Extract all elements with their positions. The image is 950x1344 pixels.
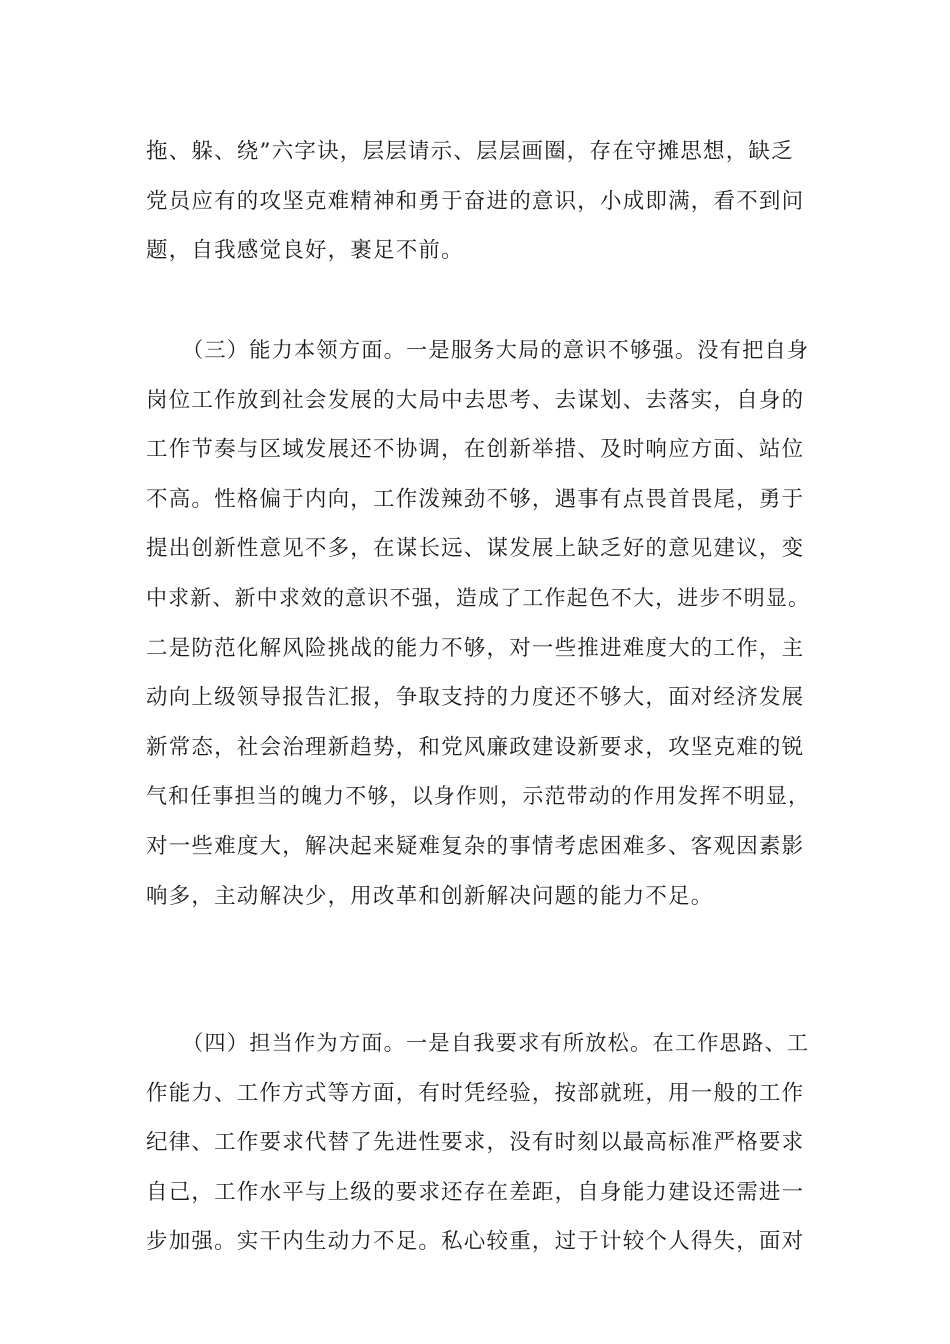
paragraph-ability: [146, 326, 816, 921]
text-line: 动向上级领导报告汇报，争取支持的力度还不够大，面对经济发展: [146, 685, 805, 711]
text-line: （三）能力本领方面。一是服务大局的意识不够强。没有把自身: [182, 338, 810, 363]
paragraph-responsibility: [146, 1019, 816, 1267]
text-line: 题，自我感觉良好，裹足不前。: [146, 238, 464, 264]
text-line: 作能力、工作方式等方面，有时凭经验，按部就班，用一般的工作: [146, 1080, 805, 1106]
text-line: 响多，主动解决少，用改革和创新解决问题的能力不足。: [146, 883, 714, 909]
text-line: 新常态，社会治理新趋势，和党风廉政建设新要求，攻坚克难的锐: [146, 734, 805, 760]
text-line: 拖、躲、绕”六字诀，层层请示、层层画圈，存在守摊思想，缺乏: [146, 139, 794, 164]
text-line: 自己，工作水平与上级的要求还存在差距，自身能力建设还需进一: [146, 1179, 805, 1205]
text-line: （四）担当作为方面。一是自我要求有所放松。在工作思路、工: [182, 1031, 810, 1056]
text-line: 纪律、工作要求代替了先进性要求，没有时刻以最高标准严格要求: [146, 1130, 805, 1156]
text-line: 中求新、新中求效的意识不强，造成了工作起色不大，进步不明显。: [146, 585, 811, 610]
text-line: 二是防范化解风险挑战的能力不够，对一些推进难度大的工作，主: [146, 635, 805, 661]
text-line: 步加强。实干内生动力不足。私心较重，过于计较个人得失，面对: [146, 1229, 805, 1255]
text-line: 党员应有的攻坚克难精神和勇于奋进的意识，小成即满，看不到问: [146, 188, 805, 214]
text-line: 工作节奏与区域发展还不协调，在创新举措、及时响应方面、站位: [146, 437, 805, 463]
text-line: 气和任事担当的魄力不够，以身作则，示范带动的作用发挥不明显，: [146, 784, 811, 809]
text-line: 岗位工作放到社会发展的大局中去思考、去谋划、去落实，自身的: [146, 387, 805, 413]
text-line: 对一些难度大，解决起来疑难复杂的事情考虑困难多、客观因素影: [146, 833, 805, 859]
text-line: 提出创新性意见不多，在谋长远、谋发展上缺乏好的意见建议，变: [146, 536, 805, 562]
paragraph-continuation: [146, 127, 816, 276]
text-line: 不高。性格偏于内向，工作泼辣劲不够，遇事有点畏首畏尾，勇于: [146, 486, 805, 512]
